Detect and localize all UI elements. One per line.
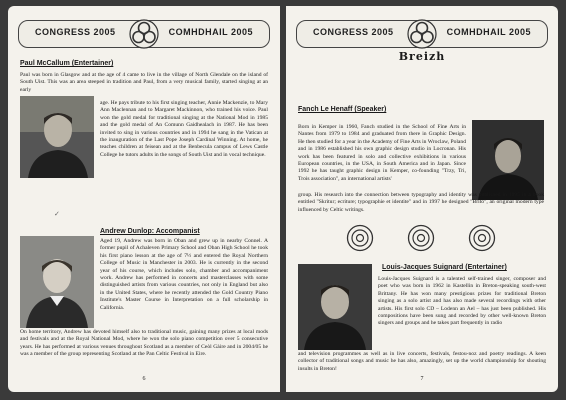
entry-name: Andrew Dunlop: Accompanist — [100, 228, 200, 235]
entry-name: Paul McCallum (Entertainer) — [20, 60, 114, 67]
entry-bio-continued: On home territory, Andrew has devoted himself also to traditional music, gaining many prizes at local mods and festivals and at the Royal National Mod, where he won the solo piano competition over 5 consecutive years. He has performed at various venues throughout Scotland as a member of Ceòl Gàire and in 2004/05 he was a member of the group representing Scotland at the Pan Celtic Festival in Eire. — [20, 329, 268, 358]
entry-bio: Born in Kemper in 1960, Fanch studied in the School of Fine Arts in Nantes from 1979 to 1984 and graduated from there in Graphic Design. He then studied for a year in the Academy of Fine Arts in Wroclaw, Poland and in 1986 established his own graphic design studio in Locronan. His work has been featured in solo and collective exhibitions in various European countries, in the USA, in South America and in Japan. Since 1992 he has taught graphic design in Kemper, co-founding "Trzy, Tri, Trois association", an international artists' — [298, 124, 466, 182]
entry-name: Louis-Jacques Suignard (Entertainer) — [382, 264, 507, 271]
header-right-title: COMHDHAIL 2005 — [446, 27, 531, 37]
entry-bio-continued: and television programmes as well as in live concerts, festivals, festou-noz and poetry readings. A keen collector of traditional songs and music he has also, amazingly, set up the world championship for shouting insults in Breton! — [298, 351, 546, 372]
photo-louis-jacques-suignard — [298, 264, 372, 350]
photo-andrew-dunlop — [20, 236, 94, 328]
page-number: 7 — [420, 376, 424, 382]
entry-bio: Louis-Jacques Suignard is a talented self-trained singer, composer and poet who was born in 1962 in Kastellin in Breton-speaking south-west Brittany. He has won many prestigious prizes for traditional Breton singing as a solo artist and has also made several recordings with other artists. His first solo CD – Lodenn an Ael – has just been published. His compositions have been sung and recorded by other well-known Breton singers and groups and he takes part frequently in radio — [378, 276, 546, 327]
entry-bio-continued: age. He pays tribute to his first singing teacher, Annie Mackenzie, to Mary Ann Maclennan and to Margaret Mackinnon, who trained his voice. Paul won the gold medal for traditional singing at the National Mod in 1985 and the gold medal of An Comunn Gaidhealach in 1987. He has been invited to sing in various countries and in 1994 he sang in the Vatican at the inauguration of the Last Pope Joseph Cardinal Winning. At home, he teaches children at feisean and at the Benbecula campus of Lews Castle College he tutors adults in the songs of South Uist and in vocal technique. — [100, 100, 268, 158]
celtic-knot-icon — [406, 18, 438, 50]
celtic-knot-icon — [407, 224, 435, 252]
header-right-title: COMHDHAIL 2005 — [168, 27, 253, 37]
header-banner-left — [18, 20, 270, 48]
celtic-knot-icon — [128, 18, 160, 50]
entry-bio: Aged 19, Andrew was born in Oban and grew up in nearby Connel. A former pupil of Achaleven Primary School and Oban High School he took his first piano lesson at the age of 7½ and entered the Royal Northern College of Music in Manchester in 2003. He is currently in the second year of his course, which includes solo, chamber and accompaniment work. Andrew has performed in concerts and masterclasses with some distinguished artists from various countries, not only in England but also in the United States, where he recently attended the Gold Country Piano Institute's Master Course in Interpretation on a full scholarship in California. — [100, 238, 268, 311]
photo-paul-mccallum — [20, 96, 94, 178]
photo-fanch-le-henaff — [472, 120, 544, 200]
nation-heading: Breizh — [398, 50, 446, 63]
page-number: 6 — [142, 376, 146, 382]
header-left-title: CONGRESS 2005 — [35, 27, 116, 37]
left-page: CONGRESS 2005 COMHDHAIL 2005 Paul McCallum (Entertainer) Paul was born in Glasgow and at the age of 4 came to live in the village of North Glendale on the island of South Uist. This was an area steeped in tradition and Paul, from a very musical family, started singing at an early age. He pays tribute to his first singing teacher, Annie Mackenzie, to Mary Ann Maclennan and to Margaret Mackinnon, who trained his voice. Paul won the gold medal for traditional singing at the National Mod in 1985 and the gold medal of An Comunn Gaidhealach in 1987. He has been invited to sing in various countries and in 1994 he sang in the Vatican at the inauguration of the Last Pope Joseph Cardinal Winning. At home, he teaches children at feisean and at the Benbecula campus of Lews Castle College he tutors adults in the songs of South Uist and in vocal technique. ✓ Andrew Dunlop: Accompanist Aged 19, Andrew was born in Oban and grew up in nearby Connel. A former pupil of Achaleven Primary School and Oban High School he took his first piano lesson at the age of 7½ and entered the Royal Northern College of Music in Manchester in 2003. He is currently in the second year of his course, which includes solo, chamber and accompaniment work. Andrew has performed in concerts and masterclasses with some distinguished artists from various countries, not only in England but also in the United States, where he recently attended the Gold Country Piano Institute's Master Course in Interpretation on a full scholarship in California. On home territory, Andrew has devoted himself also to traditional music, gaining many prizes at local mods and festivals and at the Royal National Mod, where he won the solo piano competition over 5 consecutive years. He has performed at various venues throughout Scotland as a member of Ceòl Gàire and in 2004/05 he was a member of the group representing Scotland at the Pan Celtic Festival in Eire. 6 — [8, 6, 280, 392]
header-left-title: CONGRESS 2005 — [313, 27, 394, 37]
entry-bio-continued: group. His research into the connection between typography and identity was published in 1995 in a book entitled "Skritur; ecriture; typographie et identite" and in 1997 he designed "Brito", an original modern type influenced by Celtic writings. — [298, 192, 544, 213]
right-page — [286, 6, 558, 392]
celtic-knot-icon — [346, 224, 374, 252]
entry-name: Fanch Le Henaff (Speaker) — [298, 106, 387, 113]
header-banner-right — [296, 20, 548, 48]
celtic-knot-icon — [468, 224, 496, 252]
entry-bio: Paul was born in Glasgow and at the age of 4 came to live in the village of North Glendale on the island of South Uist. This was an area steeped in tradition and Paul, from a very musical family, started singing at an early — [20, 72, 268, 93]
ornament-row — [346, 224, 496, 252]
